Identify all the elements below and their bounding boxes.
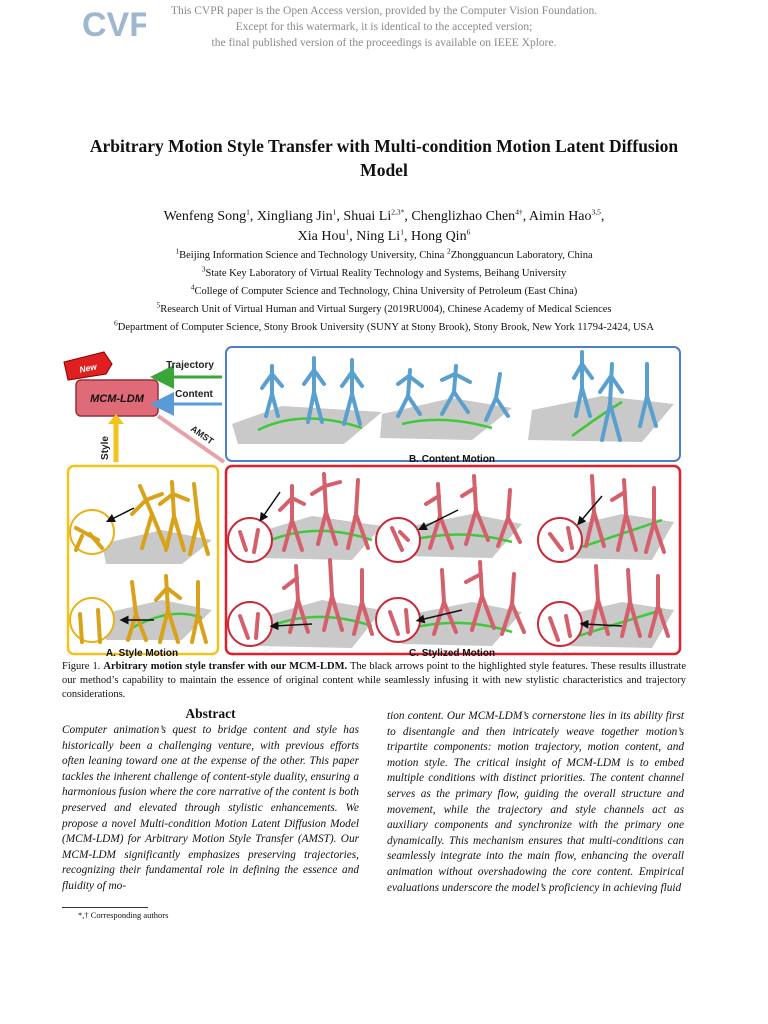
author-sup: 1 — [345, 227, 350, 237]
affil-text: Research Unit of Virtual Human and Virtual Surgery (2019RU004), Chinese Academy of Medical Sciences — [160, 304, 612, 315]
panel-c-label: C. Stylized Motion — [408, 648, 496, 659]
new-badge-label: New — [78, 361, 98, 375]
affil-sup: 1 — [175, 246, 180, 256]
affiliations — [20, 247, 748, 337]
watermark — [0, 3, 768, 51]
author-name: Chenglizhao Chen — [411, 209, 516, 224]
affiliation — [20, 247, 748, 265]
panel-a-label: A. Style Motion — [105, 648, 179, 659]
abstract-left-column: Computer animation’s quest to bridge content and style has historically been a challenging venture, with previous efforts often leaning toward one at the expense of the other. This paper tackles the inherent challenge of content-style duality, ensuring a harmonious fusion where the core narrative of the content is both preserved and elevated through stylistic enhancements. We propose a novel Multi-condition Motion Latent Diffusion Model (MCM-LDM) for Arbitrary Motion Style Transfer (AMST). Our MCM-LDM significantly emphasizes preserving trajectories, recognizing their fundamental role in defining the essence and fluidity of mo- — [62, 724, 359, 892]
mcm-ldm-label: MCM-LDM — [90, 393, 144, 405]
affil-sup: 3 — [201, 264, 206, 274]
paper-title — [40, 134, 728, 182]
panel-b-label: B. Content Motion — [408, 454, 496, 465]
figure-caption — [62, 660, 686, 702]
author-line-2: Xia Hou$^1$, Ning Li$^1$, Hong Qin$^6$ — [297, 227, 471, 244]
footnote-rule — [62, 907, 148, 908]
author-line-1: Wenfeng Song$^1$, Xingliang Jin$^1$, Shuai $Li^{2,3*}$, Chenglizhao Chen$^{4\dagger}$, Aimin Hao$^{3,5}$, — [163, 207, 605, 224]
author-name: Ning Li — [356, 229, 401, 244]
affil-text: State Key Laboratory of Virtual Reality Technology and Systems, Beihang University — [205, 268, 567, 279]
author-name: Wenfeng Song — [163, 209, 247, 224]
panel-a-scenes — [70, 482, 212, 642]
author-name: Xia Hou — [297, 229, 346, 244]
author-name: Hong Qin — [410, 229, 467, 244]
author-sup: 1 — [400, 227, 404, 237]
cvf-logo-text: CVF — [82, 6, 146, 42]
author-list — [40, 207, 728, 247]
watermark-line: the final published version of the proceedings is available on IEEE Xplore. — [211, 37, 557, 49]
author-sup: 6 — [466, 227, 471, 237]
watermark-line: Except for this watermark, it is identical to the accepted version; — [235, 21, 533, 33]
affil-sup: 2 — [446, 246, 451, 256]
content-label: Content — [175, 389, 213, 400]
affil-sup: 5 — [156, 300, 161, 310]
panel-b-scenes — [232, 352, 674, 444]
author-name: Aimin Hao — [528, 209, 592, 224]
author-sup: 2,3* — [391, 207, 405, 217]
affil-text: Zhongguancun Laboratory, China — [450, 250, 593, 261]
author-name: Shuai Li — [343, 209, 392, 224]
abstract-heading: Abstract — [185, 706, 236, 721]
affil-text: Beijing Information Science and Technology University, China — [179, 250, 445, 261]
watermark-line: This CVPR paper is the Open Access version, provided by the Computer Vision Foundation. — [170, 5, 598, 17]
panel-c-scenes — [228, 474, 674, 648]
figure-1-graphic — [62, 344, 686, 660]
affil-sup: 6 — [114, 318, 118, 328]
footnote: *,† Corresponding authors — [78, 910, 169, 920]
abstract-right-column: tion content. Our MCM-LDM’s cornerstone lies in its ability first to disentangle and then intricately weave together motion’s tripartite components: motion trajectory, motion content, and motion style. The critical insight of MCM-LDM is to embed multiple conditions with distinct priorities. The content channel serves as the primary flow, guiding the overall structure and movement, while the trajectory and style channels act as auxiliary components and synchronize with the primary one dynamically. This mechanism ensures that multi-conditions can seamlessly integrate into the main flow, enhancing the overall animation without overshadowing the core content. Empirical evaluations underscore the model’s proficiency in achieving fluid — [387, 710, 684, 894]
caption-text: The black arrows point to the highlighted style features. These results illustrate our method’s capability to maintain the essence of original content while seamlessly infusing it with new stylistic characteristics and trajectory considerations. — [62, 661, 687, 700]
author-sup: 1 — [246, 207, 250, 217]
caption-bold: Arbitrary motion style transfer with our MCM-LDM. — [103, 661, 348, 672]
style-label: Style — [100, 436, 111, 460]
trajectory-label: Trajectory — [166, 360, 214, 371]
author-sup: 1 — [332, 207, 337, 217]
title-line: Model — [360, 160, 408, 180]
affil-sup: 4 — [190, 282, 195, 292]
affil-text: College of Computer Science and Technology, China University of Petroleum (East China) — [194, 286, 578, 297]
affil-text: Department of Computer Science, Stony Brook University (SUNY at Stony Brook), Stony Brook, New York 11794-2424, USA — [117, 322, 654, 333]
affiliation — [20, 265, 748, 283]
author-sup: 3,5 — [591, 207, 601, 217]
affiliation — [20, 301, 748, 319]
figure-1 — [62, 344, 686, 660]
title-line: Arbitrary Motion Style Transfer with Multi-condition Motion Latent Diffusion — [89, 136, 679, 156]
affiliation — [20, 283, 748, 301]
affiliation — [20, 319, 748, 337]
caption-label: Figure 1. — [62, 661, 101, 672]
author-sup: 4† — [515, 207, 523, 217]
amst-label: AMST — [188, 423, 216, 447]
author-name: Xingliang Jin — [256, 209, 333, 224]
